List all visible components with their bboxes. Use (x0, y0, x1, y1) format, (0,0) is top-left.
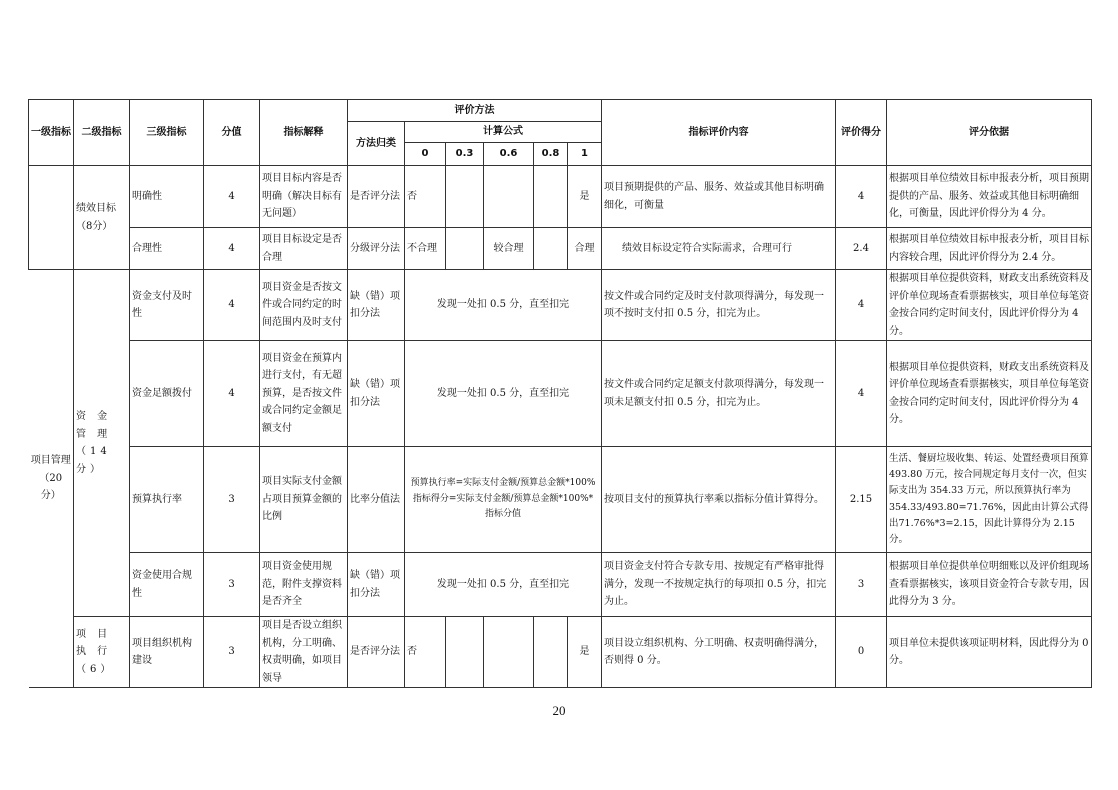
table-row (29, 553, 1092, 617)
header-content: 指标评价内容 (602, 100, 836, 166)
explain-org: 项目是否设立组织机构，分工明确、权责明确，如项目领导 (260, 617, 348, 688)
formula-0-org: 否 (405, 617, 446, 688)
header-formula-1: 1 (568, 143, 602, 166)
formula-1-reasonable: 合理 (568, 228, 602, 270)
header-result: 评价得分 (836, 100, 887, 166)
formula-0.8-reasonable (534, 228, 568, 270)
header-formula-0.3: 0.3 (446, 143, 484, 166)
content-clarity: 项目预期提供的产品、服务、效益或其他目标明确细化，可衡量 (602, 166, 836, 228)
result-budget-rate: 2.15 (836, 447, 887, 553)
explain-budget-rate: 项目实际支付金额占项目预算金额的比例 (260, 447, 348, 553)
formula-0.3-org (446, 617, 484, 688)
formula-budget-rate-line3: 指标分值 (484, 509, 521, 520)
header-level3: 三级指标 (130, 100, 204, 166)
header-formula-0.6: 0.6 (484, 143, 534, 166)
level3-compliance: 资金使用合规性 (130, 553, 204, 617)
score-compliance: 3 (204, 553, 260, 617)
formula-0-reasonable: 不合理 (405, 228, 446, 270)
header-formula-0: 0 (405, 143, 446, 166)
formula-pay-timely: 发现一处扣 0.5 分，直至扣完 (405, 270, 602, 341)
level3-clarity: 明确性 (130, 166, 204, 228)
content-pay-full: 按文件或合同约定足额支付款项得满分，每发现一项未足额支付扣 0.5 分，扣完为止。 (602, 341, 836, 447)
header-level1: 一级指标 (29, 100, 74, 166)
table-row (29, 228, 1092, 270)
method-budget-rate: 比率分值法 (348, 447, 405, 553)
table-row (29, 166, 1092, 228)
formula-0.6-org (484, 617, 534, 688)
score-clarity: 4 (204, 166, 260, 228)
formula-0.8-org (534, 617, 568, 688)
method-reasonable: 分级评分法 (348, 228, 405, 270)
formula-budget-rate (405, 447, 602, 553)
header-method-group: 评价方法 (348, 100, 602, 122)
formula-0.3-reasonable (446, 228, 484, 270)
method-pay-timely: 缺（错）项扣分法 (348, 270, 405, 341)
result-clarity: 4 (836, 166, 887, 228)
level2-goal: 绩效目标（8分） (74, 166, 130, 270)
basis-org: 项目单位未提供该项证明材料，因此得分为 0 分。 (887, 617, 1092, 688)
formula-0.6-clarity (484, 166, 534, 228)
header-level2: 二级指标 (74, 100, 130, 166)
basis-compliance: 根据项目单位提供单位明细账以及评价组现场查看票据核实，该项目资金符合专款专用，因此得分为 3 分。 (887, 553, 1092, 617)
score-pay-full: 4 (204, 341, 260, 447)
formula-compliance: 发现一处扣 0.5 分，直至扣完 (405, 553, 602, 617)
result-compliance: 3 (836, 553, 887, 617)
level3-org: 项目组织机构建设 (130, 617, 204, 688)
formula-0.6-reasonable: 较合理 (484, 228, 534, 270)
content-compliance: 项目资金支付符合专款专用、按规定有严格审批得满分，发现一不按规定执行的每项扣 0.5 分，扣完为止。 (602, 553, 836, 617)
method-pay-full: 缺（错）项扣分法 (348, 341, 405, 447)
explain-reasonable: 项目目标设定是否合理 (260, 228, 348, 270)
content-reasonable: 绩效目标设定符合实际需求，合理可行 (602, 228, 836, 270)
formula-0-clarity: 否 (405, 166, 446, 228)
result-pay-timely: 4 (836, 270, 887, 341)
header-score: 分值 (204, 100, 260, 166)
header-basis: 评分依据 (887, 100, 1092, 166)
content-org: 项目设立组织机构、分工明确、权责明确得满分，否则得 0 分。 (602, 617, 836, 688)
method-org: 是否评分法 (348, 617, 405, 688)
score-org: 3 (204, 617, 260, 688)
level1-mgmt: 项目管理（20 分） (29, 270, 74, 688)
formula-0.8-clarity (534, 166, 568, 228)
header-formula: 计算公式 (405, 122, 602, 143)
basis-clarity: 根据项目单位绩效目标申报表分析，项目预期提供的产品、服务、效益或其他目标明确细化，可衡量，因此评价得分为 4 分。 (887, 166, 1092, 228)
explain-pay-timely: 项目资金是否按文件或合同约定的时间范围内及时支付 (260, 270, 348, 341)
score-reasonable: 4 (204, 228, 260, 270)
level2-funds: 资 金 管 理（14分） (74, 270, 130, 617)
basis-budget-rate: 生活、餐厨垃圾收集、转运、处置经费项目预算 493.80 万元，按合同规定每月支付一次，但实际支出为 354.33 万元，所以预算执行率为354.33/493.80=71.76%，因此由计算公式得出71.76%*3=2.15，因此计算得分为 2.15 分。 (887, 447, 1092, 553)
score-pay-timely: 4 (204, 270, 260, 341)
formula-1-clarity: 是 (568, 166, 602, 228)
explain-clarity: 项目目标内容是否明确（解决目标有无问题） (260, 166, 348, 228)
basis-pay-full: 根据项目单位提供资料，财政支出系统资料及评价单位现场查看票据核实，项目单位每笔资金按合同约定时间支付，因此评价得分为 4 分。 (887, 341, 1092, 447)
table-row (29, 341, 1092, 447)
table-row (29, 270, 1092, 341)
level2-exec: 项 目 执 行（6） (74, 617, 130, 688)
level3-pay-full: 资金足额拨付 (130, 341, 204, 447)
formula-budget-rate-line2: 指标得分=实际支付金额/预算总金额*100%* (412, 493, 594, 504)
level3-reasonable: 合理性 (130, 228, 204, 270)
formula-0.3-clarity (446, 166, 484, 228)
result-pay-full: 4 (836, 341, 887, 447)
score-budget-rate: 3 (204, 447, 260, 553)
level3-budget-rate: 预算执行率 (130, 447, 204, 553)
result-reasonable: 2.4 (836, 228, 887, 270)
formula-pay-full: 发现一处扣 0.5 分，直至扣完 (405, 341, 602, 447)
method-clarity: 是否评分法 (348, 166, 405, 228)
table-row (29, 447, 1092, 553)
evaluation-table (28, 99, 1092, 688)
result-org: 0 (836, 617, 887, 688)
level3-pay-timely: 资金支付及时性 (130, 270, 204, 341)
page-number: 20 (552, 703, 566, 718)
level1-empty-cell (29, 166, 74, 270)
formula-budget-rate-line1: 预算执行率=实际支付金额/预算总金额*100% (410, 477, 596, 488)
explain-compliance: 项目资金使用规范，附件支撑资料是否齐全 (260, 553, 348, 617)
content-budget-rate: 按项目支付的预算执行率乘以指标分值计算得分。 (602, 447, 836, 553)
basis-reasonable: 根据项目单位绩效目标申报表分析，项目目标内容较合理，因此评价得分为 2.4 分。 (887, 228, 1092, 270)
header-explain: 指标解释 (260, 100, 348, 166)
table-row (29, 617, 1092, 688)
content-pay-timely: 按文件或合同约定及时支付款项得满分，每发现一项不按时支付扣 0.5 分，扣完为止。 (602, 270, 836, 341)
header-formula-0.8: 0.8 (534, 143, 568, 166)
basis-pay-timely: 根据项目单位提供资料，财政支出系统资料及评价单位现场查看票据核实，项目单位每笔资金按合同约定时间支付，因此评价得分为 4 分。 (887, 270, 1092, 341)
formula-1-org: 是 (568, 617, 602, 688)
header-method-type: 方法归类 (348, 122, 405, 166)
method-compliance: 缺（错）项扣分法 (348, 553, 405, 617)
explain-pay-full: 项目资金在预算内进行支付，有无超预算，是否按文件或合同约定金额足额支付 (260, 341, 348, 447)
